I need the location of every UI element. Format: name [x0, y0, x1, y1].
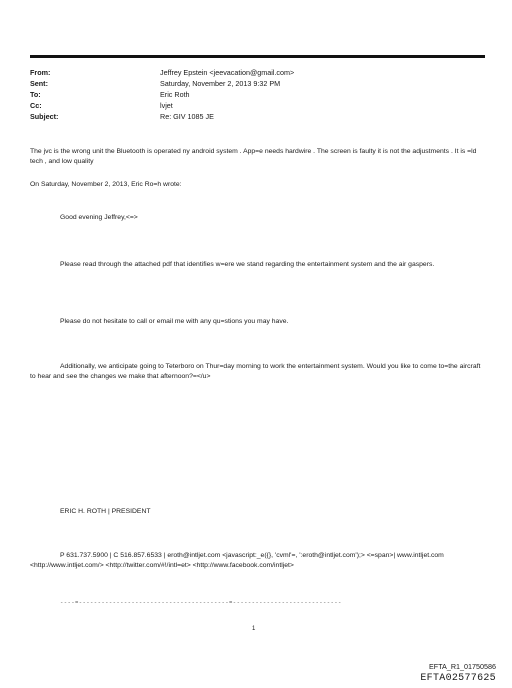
to-label: To: — [30, 90, 41, 99]
cc-label: Cc: — [30, 101, 42, 110]
from-value: Jeffrey Epstein <jeevacation@gmail.com> — [160, 68, 295, 77]
subject-label: Subject: — [30, 112, 59, 121]
from-row — [30, 67, 490, 78]
quote-intro: On Saturday, November 2, 2013, Eric Ro=h wrote: — [30, 181, 182, 188]
subject-value: Re: GIV 1085 JE — [160, 112, 214, 121]
email-header — [30, 67, 490, 122]
header-rule — [30, 55, 485, 58]
reply-text: The jvc is the wrong unit the Bluetooth is operated ny android system . App=e needs hardwire . The screen is faulty it is not the adjustments . It is =ld tech , and low quality — [30, 148, 477, 165]
sent-value: Saturday, November 2, 2013 9:32 PM — [160, 79, 281, 88]
signature-name: ERIC H. ROTH | PRESIDENT — [60, 508, 151, 515]
paragraph-questions: Please do not hesitate to call or email me with any qu=stions you may have. — [60, 318, 289, 325]
subject-row — [30, 111, 490, 122]
cc-value: lvjet — [160, 101, 173, 110]
paragraph-teterboro: Additionally, we anticipate going to Teterboro on Thur=day morning to work the entertainment system. Would you like to come to=the aircraft to hear and see the changes we make that afternoon?=</u> — [30, 363, 481, 380]
from-label: From: — [30, 68, 51, 77]
to-row — [30, 89, 490, 100]
sent-label: Sent: — [30, 79, 48, 88]
page-number: 1 — [252, 626, 256, 632]
quote-separator: ----=----------------------------------------=----------------------------- — [60, 599, 342, 606]
signature-contact: P 631.737.5900 | C 516.857.6533 | eroth@intljet.com <javascript:_e({}, 'cvml'=, ':eroth@intljet.com');> <=span>| www.intljet.com <http://www.intljet.com/> <http://twitter.com/#!/intl=et> <http://www.facebook.com/intljet> — [30, 552, 444, 569]
bates-stamp-top: EFTA_R1_01750586 — [429, 662, 496, 671]
bates-stamp-bottom: EFTA02577625 — [420, 673, 496, 684]
cc-row — [30, 100, 490, 111]
paragraph-attachment: Please read through the attached pdf that identifies w=ere we stand regarding the entertainment system and the air gaspers. — [60, 261, 435, 268]
greeting: Good evening Jeffrey,<=> — [60, 214, 138, 221]
sent-row — [30, 78, 490, 89]
to-value: Eric Roth — [160, 90, 190, 99]
